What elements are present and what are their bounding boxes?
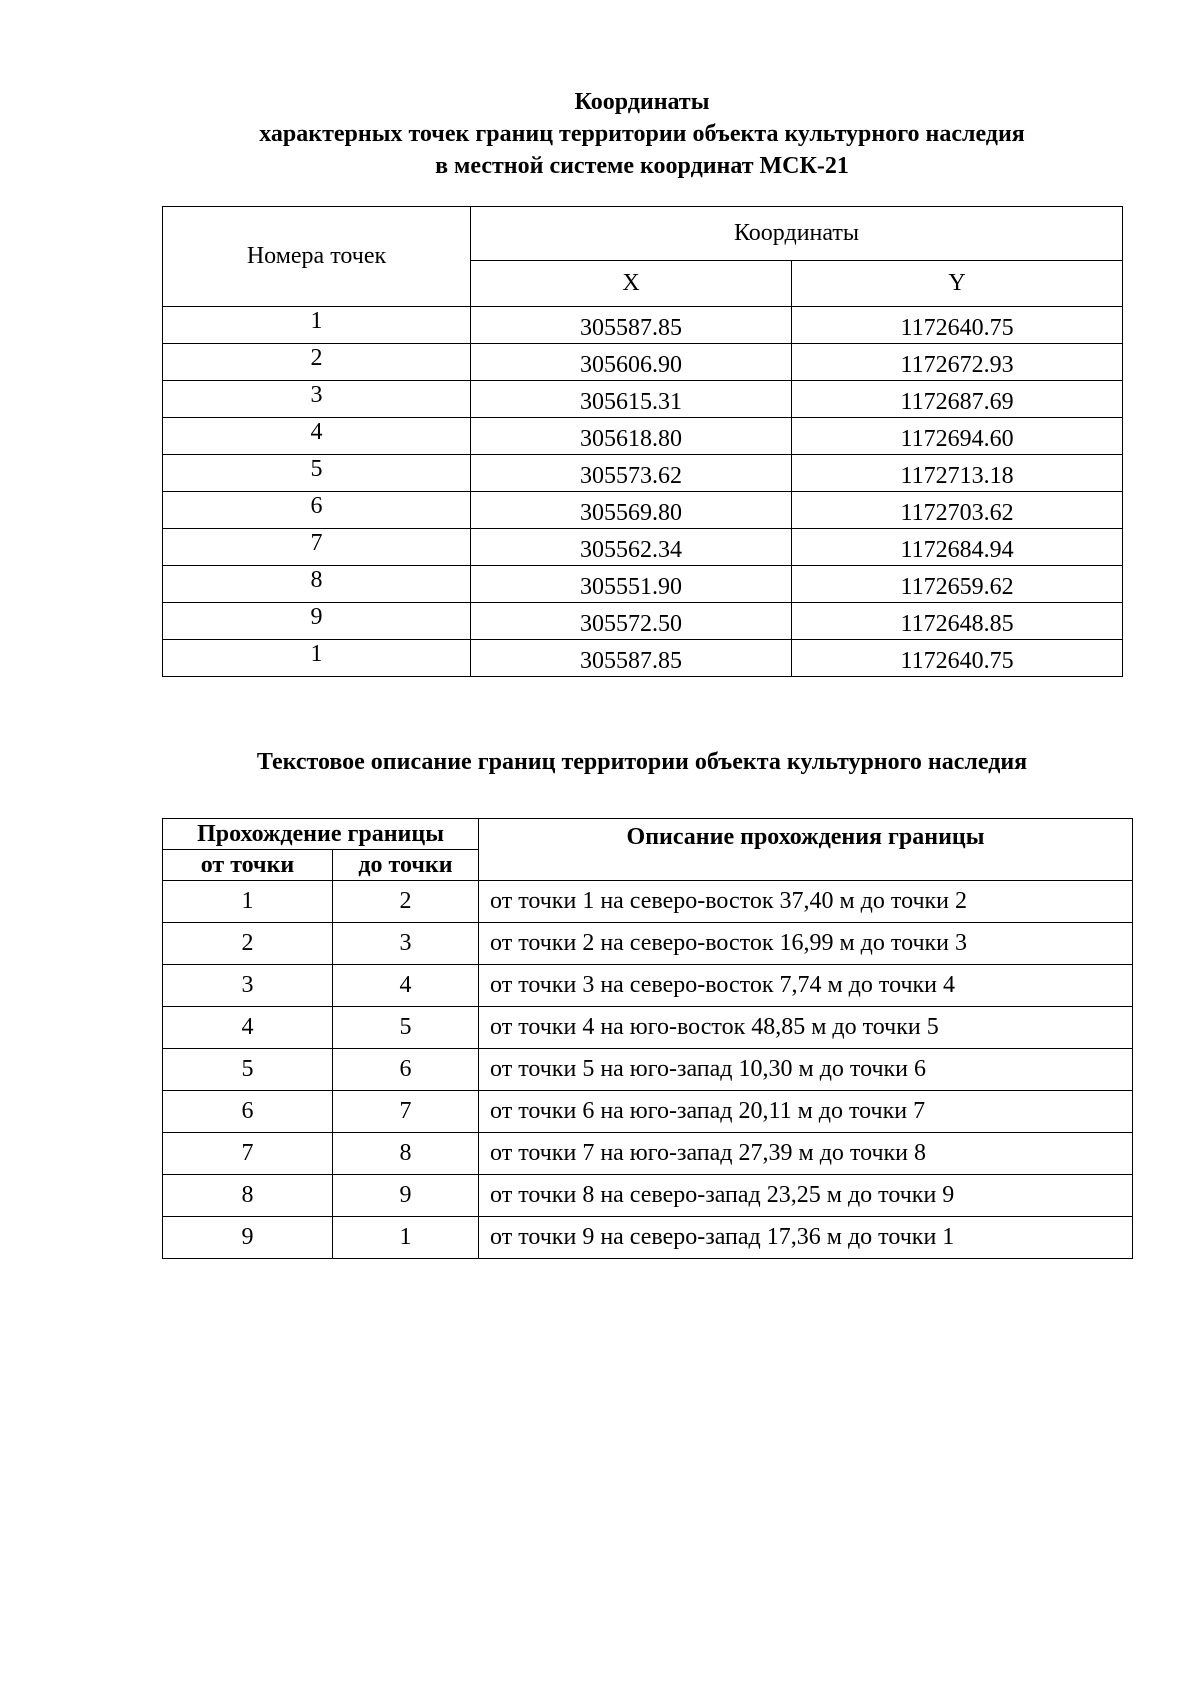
to-point-cell: 6	[333, 1049, 479, 1091]
from-point-cell: 2	[163, 923, 333, 965]
description-cell: от точки 7 на юго-запад 27,39 м до точки 8	[479, 1133, 1133, 1175]
point-number-cell: 1	[163, 307, 471, 344]
table-row	[163, 965, 1133, 1007]
point-number-cell: 6	[163, 492, 471, 529]
border-description-table	[162, 818, 1133, 1259]
y-value-cell: 1172687.69	[792, 381, 1123, 418]
table-row	[163, 1007, 1133, 1049]
x-value-cell: 305606.90	[471, 344, 792, 381]
from-point-cell: 6	[163, 1091, 333, 1133]
table-row	[163, 307, 1123, 344]
from-point-cell: 4	[163, 1007, 333, 1049]
table-row	[163, 455, 1123, 492]
x-value-cell: 305572.50	[471, 603, 792, 640]
point-number-cell: 3	[163, 381, 471, 418]
description-cell: от точки 3 на северо-восток 7,74 м до точки 4	[479, 965, 1133, 1007]
from-point-cell: 1	[163, 881, 333, 923]
section-title: Текстовое описание границ территории объекта культурного наследия	[256, 749, 1028, 775]
from-point-cell: 3	[163, 965, 333, 1007]
table-row	[163, 923, 1133, 965]
table-row	[163, 566, 1123, 603]
x-value-cell: 305587.85	[471, 640, 792, 677]
description-column-header: Описание прохождения границы	[479, 819, 1133, 881]
table-row	[163, 1217, 1133, 1259]
description-cell: от точки 5 на юго-запад 10,30 м до точки 6	[479, 1049, 1133, 1091]
border-header-row	[163, 819, 1133, 850]
description-cell: от точки 2 на северо-восток 16,99 м до точки 3	[479, 923, 1133, 965]
document-title	[162, 86, 1122, 182]
table-row	[163, 381, 1123, 418]
table-row	[163, 529, 1123, 566]
table-row	[163, 603, 1123, 640]
coordinates-table	[162, 206, 1123, 677]
passage-column-header: Прохождение границы	[163, 819, 479, 850]
from-point-column-header: от точки	[163, 850, 333, 881]
y-column-header: Y	[792, 261, 1123, 307]
point-number-cell: 2	[163, 344, 471, 381]
to-point-cell: 8	[333, 1133, 479, 1175]
x-value-cell: 305615.31	[471, 381, 792, 418]
point-number-cell: 4	[163, 418, 471, 455]
description-cell: от точки 9 на северо-запад 17,36 м до точки 1	[479, 1217, 1133, 1259]
y-value-cell: 1172713.18	[792, 455, 1123, 492]
x-value-cell: 305551.90	[471, 566, 792, 603]
y-value-cell: 1172640.75	[792, 640, 1123, 677]
y-value-cell: 1172672.93	[792, 344, 1123, 381]
coordinates-column-header: Координаты	[471, 207, 1123, 261]
points-column-header: Номера точек	[163, 207, 471, 307]
table-row	[163, 881, 1133, 923]
point-number-cell: 1	[163, 640, 471, 677]
table-row	[163, 418, 1123, 455]
coordinates-header-row	[163, 207, 1123, 261]
y-value-cell: 1172648.85	[792, 603, 1123, 640]
description-cell: от точки 8 на северо-запад 23,25 м до точки 9	[479, 1175, 1133, 1217]
table-row	[163, 492, 1123, 529]
point-number-cell: 9	[163, 603, 471, 640]
title-line-3: в местной системе координат МСК-21	[435, 153, 849, 179]
title-line-2: характерных точек границ территории объекта культурного наследия	[259, 121, 1025, 147]
y-value-cell: 1172684.94	[792, 529, 1123, 566]
table-row	[163, 1133, 1133, 1175]
from-point-cell: 5	[163, 1049, 333, 1091]
to-point-cell: 3	[333, 923, 479, 965]
table-row	[163, 1049, 1133, 1091]
description-cell: от точки 6 на юго-запад 20,11 м до точки 7	[479, 1091, 1133, 1133]
from-point-cell: 9	[163, 1217, 333, 1259]
from-point-cell: 7	[163, 1133, 333, 1175]
x-value-cell: 305618.80	[471, 418, 792, 455]
table-row	[163, 344, 1123, 381]
x-value-cell: 305562.34	[471, 529, 792, 566]
y-value-cell: 1172659.62	[792, 566, 1123, 603]
x-value-cell: 305573.62	[471, 455, 792, 492]
y-value-cell: 1172703.62	[792, 492, 1123, 529]
table-row	[163, 640, 1123, 677]
description-cell: от точки 4 на юго-восток 48,85 м до точки 5	[479, 1007, 1133, 1049]
description-cell: от точки 1 на северо-восток 37,40 м до точки 2	[479, 881, 1133, 923]
to-point-cell: 9	[333, 1175, 479, 1217]
to-point-cell: 5	[333, 1007, 479, 1049]
y-value-cell: 1172640.75	[792, 307, 1123, 344]
title-line-1: Координаты	[574, 89, 710, 115]
to-point-cell: 2	[333, 881, 479, 923]
to-point-cell: 7	[333, 1091, 479, 1133]
from-point-cell: 8	[163, 1175, 333, 1217]
point-number-cell: 7	[163, 529, 471, 566]
x-column-header: X	[471, 261, 792, 307]
point-number-cell: 5	[163, 455, 471, 492]
point-number-cell: 8	[163, 566, 471, 603]
to-point-cell: 4	[333, 965, 479, 1007]
x-value-cell: 305587.85	[471, 307, 792, 344]
to-point-cell: 1	[333, 1217, 479, 1259]
table-row	[163, 1175, 1133, 1217]
x-value-cell: 305569.80	[471, 492, 792, 529]
to-point-column-header: до точки	[333, 850, 479, 881]
y-value-cell: 1172694.60	[792, 418, 1123, 455]
table-row	[163, 1091, 1133, 1133]
